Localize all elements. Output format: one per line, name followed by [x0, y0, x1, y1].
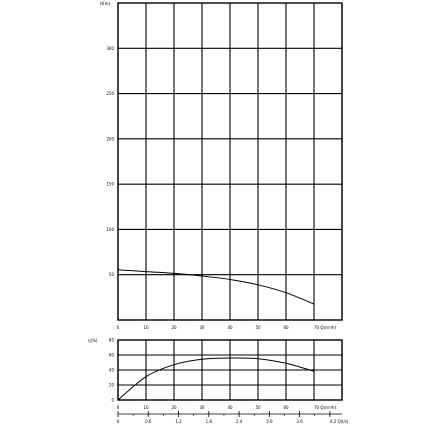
head-chart-grid — [118, 3, 342, 320]
ls-tick-label: 3.0 — [266, 419, 273, 424]
x-tick-label: 70 Q(m³/h) — [314, 405, 337, 410]
y-tick-label: 300 — [106, 45, 114, 51]
ls-tick-label: 0.6 — [145, 419, 152, 424]
y-tick-label: 250 — [106, 91, 114, 97]
ls-tick-label: 2.4 — [235, 419, 243, 424]
flow-ls-axis — [117, 411, 349, 424]
x-tick-label: 60 — [283, 325, 289, 330]
y-tick-label: 150 — [106, 181, 114, 187]
x-tick-label: 0 — [116, 325, 120, 330]
x-tick-label: 30 — [199, 405, 205, 410]
x-tick-label: 20 — [171, 405, 177, 410]
ls-tick-label: 4.2 Q(l/s) — [329, 419, 349, 424]
x-tick-label: 20 — [171, 325, 177, 330]
y-tick-label: 20 — [108, 382, 114, 388]
ls-tick-label: 1.2 — [175, 419, 182, 424]
x-tick-label: 10 — [143, 405, 149, 410]
x-tick-label: 70 Q(m³/h) — [314, 325, 337, 330]
efficiency-axis-label: η(%) — [88, 338, 98, 343]
efficiency-chart-ticks — [109, 338, 337, 411]
x-tick-label: 40 — [227, 325, 233, 330]
y-tick-label: 50 — [108, 272, 114, 278]
head-axis-label: H(m) — [100, 1, 111, 6]
ls-tick-label: 0 — [116, 419, 120, 424]
x-tick-label: 10 — [143, 325, 149, 330]
efficiency-curve — [118, 358, 314, 400]
x-tick-label: 40 — [227, 405, 233, 410]
y-tick-label: 60 — [108, 352, 114, 358]
y-tick-label: 200 — [106, 136, 114, 142]
x-tick-label: 60 — [283, 405, 289, 410]
x-tick-label: 50 — [255, 405, 261, 410]
y-tick-label: 100 — [106, 226, 114, 232]
y-tick-label: 40 — [108, 367, 114, 373]
x-tick-label: 30 — [199, 325, 205, 330]
x-tick-label: 50 — [255, 325, 261, 330]
x-tick-label: 0 — [116, 405, 120, 410]
ls-tick-label: 1.8 — [205, 419, 212, 424]
ls-tick-label: 3.6 — [296, 419, 303, 424]
y-tick-label: 0 — [111, 397, 114, 403]
y-tick-label: 80 — [108, 337, 114, 343]
head-chart-ticks — [106, 46, 336, 330]
